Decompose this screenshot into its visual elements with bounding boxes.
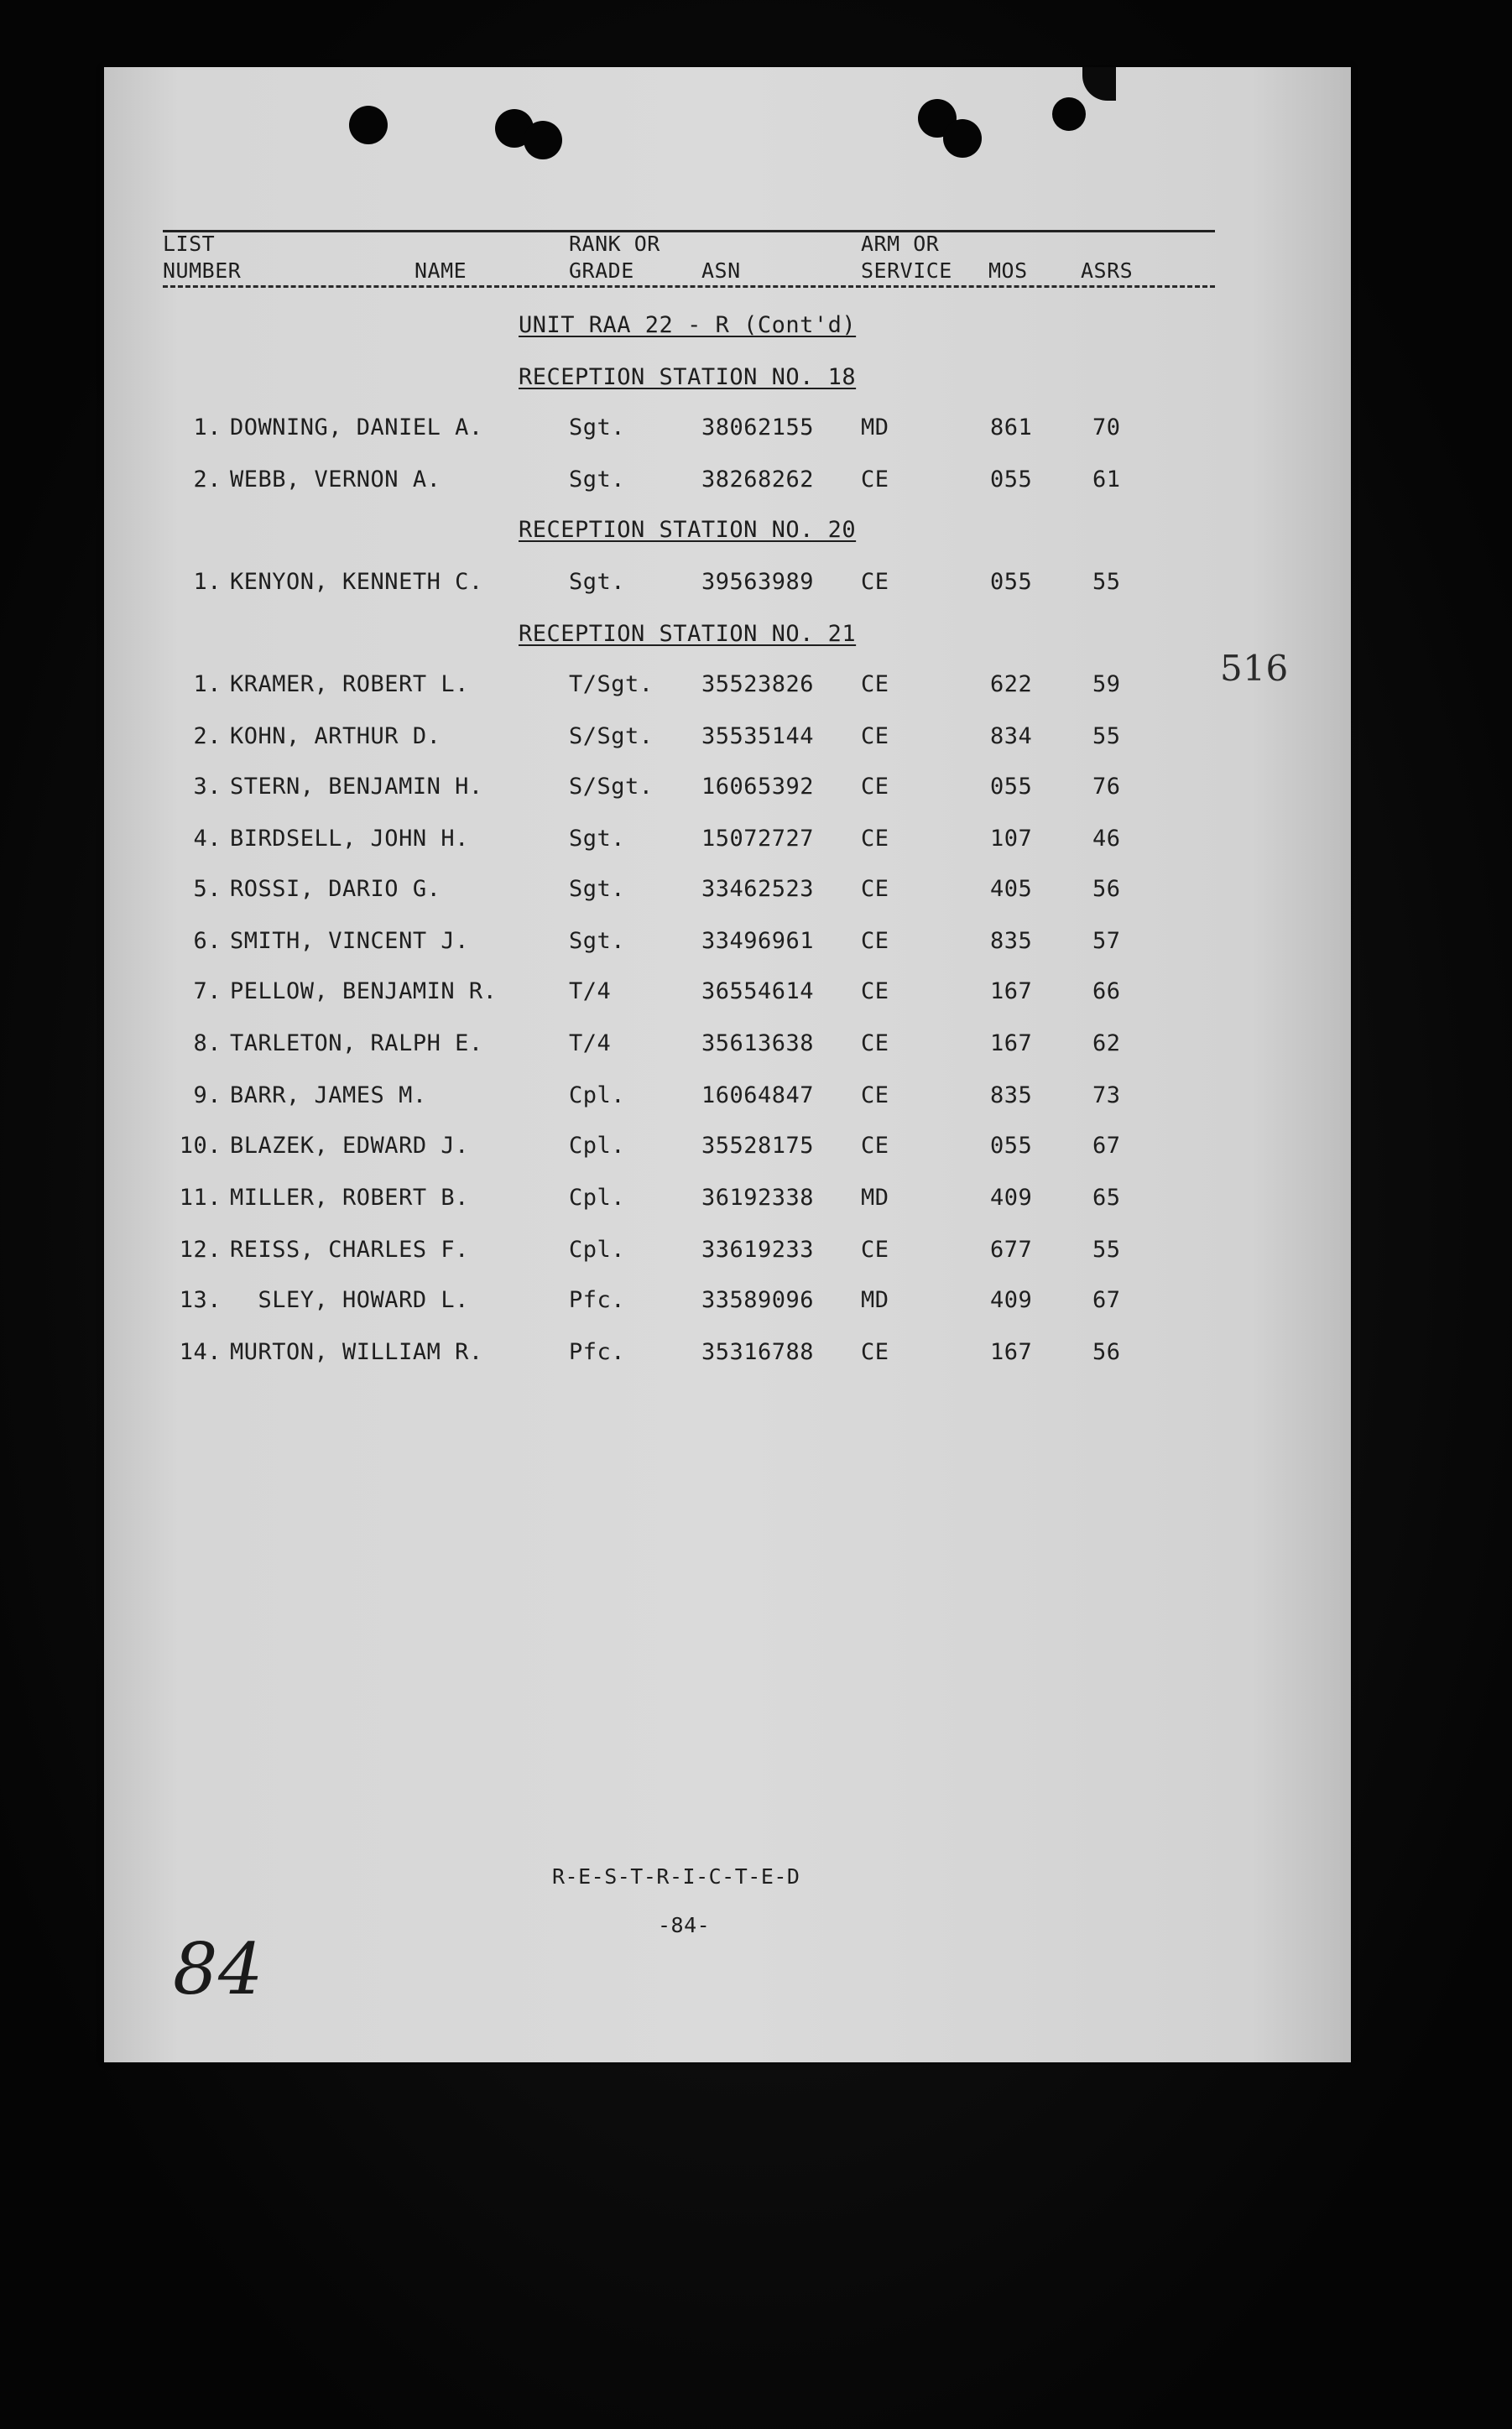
row-arm: MD <box>861 414 889 440</box>
row-arm: CE <box>861 467 889 493</box>
row-grade: Sgt. <box>569 467 626 493</box>
side-stamp-number: 516 <box>1220 648 1289 689</box>
row-number: 2. <box>193 467 222 493</box>
row-asrs: 57 <box>1092 928 1121 954</box>
row-grade: Cpl. <box>569 1237 626 1263</box>
document-page <box>104 67 1351 2062</box>
row-mos: 167 <box>990 1339 1033 1365</box>
row-mos: 055 <box>990 1133 1033 1159</box>
punch-hole <box>943 119 982 158</box>
row-asn: 36554614 <box>701 978 815 1004</box>
row-mos: 055 <box>990 774 1033 800</box>
row-number: 6. <box>193 928 222 954</box>
row-asn: 38062155 <box>701 414 815 440</box>
row-number: 1. <box>193 671 222 697</box>
row-arm: CE <box>861 1133 889 1159</box>
header-bottom-rule <box>163 285 1215 288</box>
row-mos: 107 <box>990 826 1033 852</box>
row-grade: Cpl. <box>569 1185 626 1211</box>
header-mos: MOS <box>988 258 1028 283</box>
row-mos: 835 <box>990 928 1033 954</box>
row-arm: CE <box>861 1030 889 1056</box>
row-grade: T/4 <box>569 978 612 1004</box>
row-grade: Pfc. <box>569 1339 626 1365</box>
row-asrs: 46 <box>1092 826 1121 852</box>
row-asrs: 67 <box>1092 1287 1121 1313</box>
punch-hole <box>524 121 562 159</box>
restricted-marking: R-E-S-T-R-I-C-T-E-D <box>552 1864 800 1889</box>
row-number: 13. <box>179 1287 222 1313</box>
row-name: KENYON, KENNETH C. <box>230 569 483 595</box>
row-name: BARR, JAMES M. <box>230 1082 427 1108</box>
row-number: 12. <box>179 1237 222 1263</box>
header-list-number-line1: LIST <box>163 232 216 256</box>
row-number: 9. <box>193 1082 222 1108</box>
row-grade: Sgt. <box>569 876 626 902</box>
row-mos: 405 <box>990 876 1033 902</box>
row-asrs: 56 <box>1092 876 1121 902</box>
row-arm: MD <box>861 1287 889 1313</box>
row-asn: 39563989 <box>701 569 815 595</box>
row-asrs: 76 <box>1092 774 1121 800</box>
row-mos: 834 <box>990 723 1033 749</box>
row-name: MURTON, WILLIAM R. <box>230 1339 483 1365</box>
row-grade: Sgt. <box>569 928 626 954</box>
row-name: MILLER, ROBERT B. <box>230 1185 469 1211</box>
header-rank-line2: GRADE <box>569 258 634 283</box>
row-asn: 35613638 <box>701 1030 815 1056</box>
row-asrs: 55 <box>1092 569 1121 595</box>
row-asn: 33619233 <box>701 1237 815 1263</box>
row-grade: Sgt. <box>569 414 626 440</box>
row-number: 3. <box>193 774 222 800</box>
section-title: RECEPTION STATION NO. 21 <box>519 621 857 647</box>
row-mos: 409 <box>990 1185 1033 1211</box>
header-arm-line1: ARM OR <box>861 232 940 256</box>
row-asn: 38268262 <box>701 467 815 493</box>
row-name: ROSSI, DARIO G. <box>230 876 441 902</box>
row-grade: Cpl. <box>569 1082 626 1108</box>
row-number: 1. <box>193 414 222 440</box>
row-mos: 167 <box>990 978 1033 1004</box>
row-mos: 167 <box>990 1030 1033 1056</box>
row-number: 14. <box>179 1339 222 1365</box>
row-arm: CE <box>861 569 889 595</box>
row-arm: CE <box>861 1339 889 1365</box>
handwritten-page-number: 84 <box>173 1928 263 2010</box>
header-name: NAME <box>414 258 467 283</box>
row-name: SLEY, HOWARD L. <box>230 1287 469 1313</box>
row-number: 4. <box>193 826 222 852</box>
row-arm: CE <box>861 1082 889 1108</box>
row-arm: CE <box>861 928 889 954</box>
row-asn: 16064847 <box>701 1082 815 1108</box>
header-asrs: ASRS <box>1081 258 1134 283</box>
row-grade: T/Sgt. <box>569 671 654 697</box>
row-name: BLAZEK, EDWARD J. <box>230 1133 469 1159</box>
row-number: 1. <box>193 569 222 595</box>
row-mos: 835 <box>990 1082 1033 1108</box>
row-asn: 33496961 <box>701 928 815 954</box>
row-number: 7. <box>193 978 222 1004</box>
row-asrs: 67 <box>1092 1133 1121 1159</box>
row-name: STERN, BENJAMIN H. <box>230 774 483 800</box>
row-asn: 16065392 <box>701 774 815 800</box>
row-number: 11. <box>179 1185 222 1211</box>
row-grade: Cpl. <box>569 1133 626 1159</box>
row-arm: CE <box>861 723 889 749</box>
row-name: PELLOW, BENJAMIN R. <box>230 978 498 1004</box>
punch-hole <box>349 106 388 144</box>
row-asrs: 70 <box>1092 414 1121 440</box>
row-asrs: 56 <box>1092 1339 1121 1365</box>
row-asn: 35528175 <box>701 1133 815 1159</box>
row-asn: 35535144 <box>701 723 815 749</box>
row-number: 2. <box>193 723 222 749</box>
row-arm: CE <box>861 671 889 697</box>
row-asn: 35316788 <box>701 1339 815 1365</box>
row-name: DOWNING, DANIEL A. <box>230 414 483 440</box>
unit-title: UNIT RAA 22 - R (Cont'd) <box>519 312 857 338</box>
row-name: BIRDSELL, JOHN H. <box>230 826 469 852</box>
row-mos: 055 <box>990 467 1033 493</box>
row-arm: CE <box>861 876 889 902</box>
row-asn: 35523826 <box>701 671 815 697</box>
row-name: KRAMER, ROBERT L. <box>230 671 469 697</box>
row-mos: 677 <box>990 1237 1033 1263</box>
row-asn: 15072727 <box>701 826 815 852</box>
row-asrs: 55 <box>1092 723 1121 749</box>
torn-corner <box>1082 67 1116 101</box>
row-asrs: 55 <box>1092 1237 1121 1263</box>
row-asrs: 61 <box>1092 467 1121 493</box>
row-arm: CE <box>861 774 889 800</box>
row-grade: T/4 <box>569 1030 612 1056</box>
row-mos: 409 <box>990 1287 1033 1313</box>
row-name: KOHN, ARTHUR D. <box>230 723 441 749</box>
row-name: WEBB, VERNON A. <box>230 467 441 493</box>
row-asrs: 59 <box>1092 671 1121 697</box>
row-grade: S/Sgt. <box>569 723 654 749</box>
punch-hole <box>1052 97 1086 131</box>
row-grade: Sgt. <box>569 569 626 595</box>
row-asrs: 73 <box>1092 1082 1121 1108</box>
row-grade: Sgt. <box>569 826 626 852</box>
section-title: RECEPTION STATION NO. 20 <box>519 517 857 543</box>
row-arm: CE <box>861 826 889 852</box>
row-asn: 33462523 <box>701 876 815 902</box>
row-mos: 622 <box>990 671 1033 697</box>
header-asn: ASN <box>701 258 741 283</box>
row-name: TARLETON, RALPH E. <box>230 1030 483 1056</box>
row-asn: 33589096 <box>701 1287 815 1313</box>
header-rank-line1: RANK OR <box>569 232 660 256</box>
row-mos: 055 <box>990 569 1033 595</box>
row-name: SMITH, VINCENT J. <box>230 928 469 954</box>
header-arm-line2: SERVICE <box>861 258 952 283</box>
row-grade: S/Sgt. <box>569 774 654 800</box>
row-arm: CE <box>861 978 889 1004</box>
header-list-number-line2: NUMBER <box>163 258 242 283</box>
row-arm: CE <box>861 1237 889 1263</box>
row-number: 8. <box>193 1030 222 1056</box>
row-asrs: 62 <box>1092 1030 1121 1056</box>
row-grade: Pfc. <box>569 1287 626 1313</box>
row-asn: 36192338 <box>701 1185 815 1211</box>
row-name: REISS, CHARLES F. <box>230 1237 469 1263</box>
row-number: 10. <box>179 1133 222 1159</box>
row-arm: MD <box>861 1185 889 1211</box>
section-title: RECEPTION STATION NO. 18 <box>519 364 857 390</box>
row-mos: 861 <box>990 414 1033 440</box>
page-number: -84- <box>658 1913 711 1937</box>
row-asrs: 66 <box>1092 978 1121 1004</box>
header-top-rule <box>163 230 1215 232</box>
row-number: 5. <box>193 876 222 902</box>
row-asrs: 65 <box>1092 1185 1121 1211</box>
